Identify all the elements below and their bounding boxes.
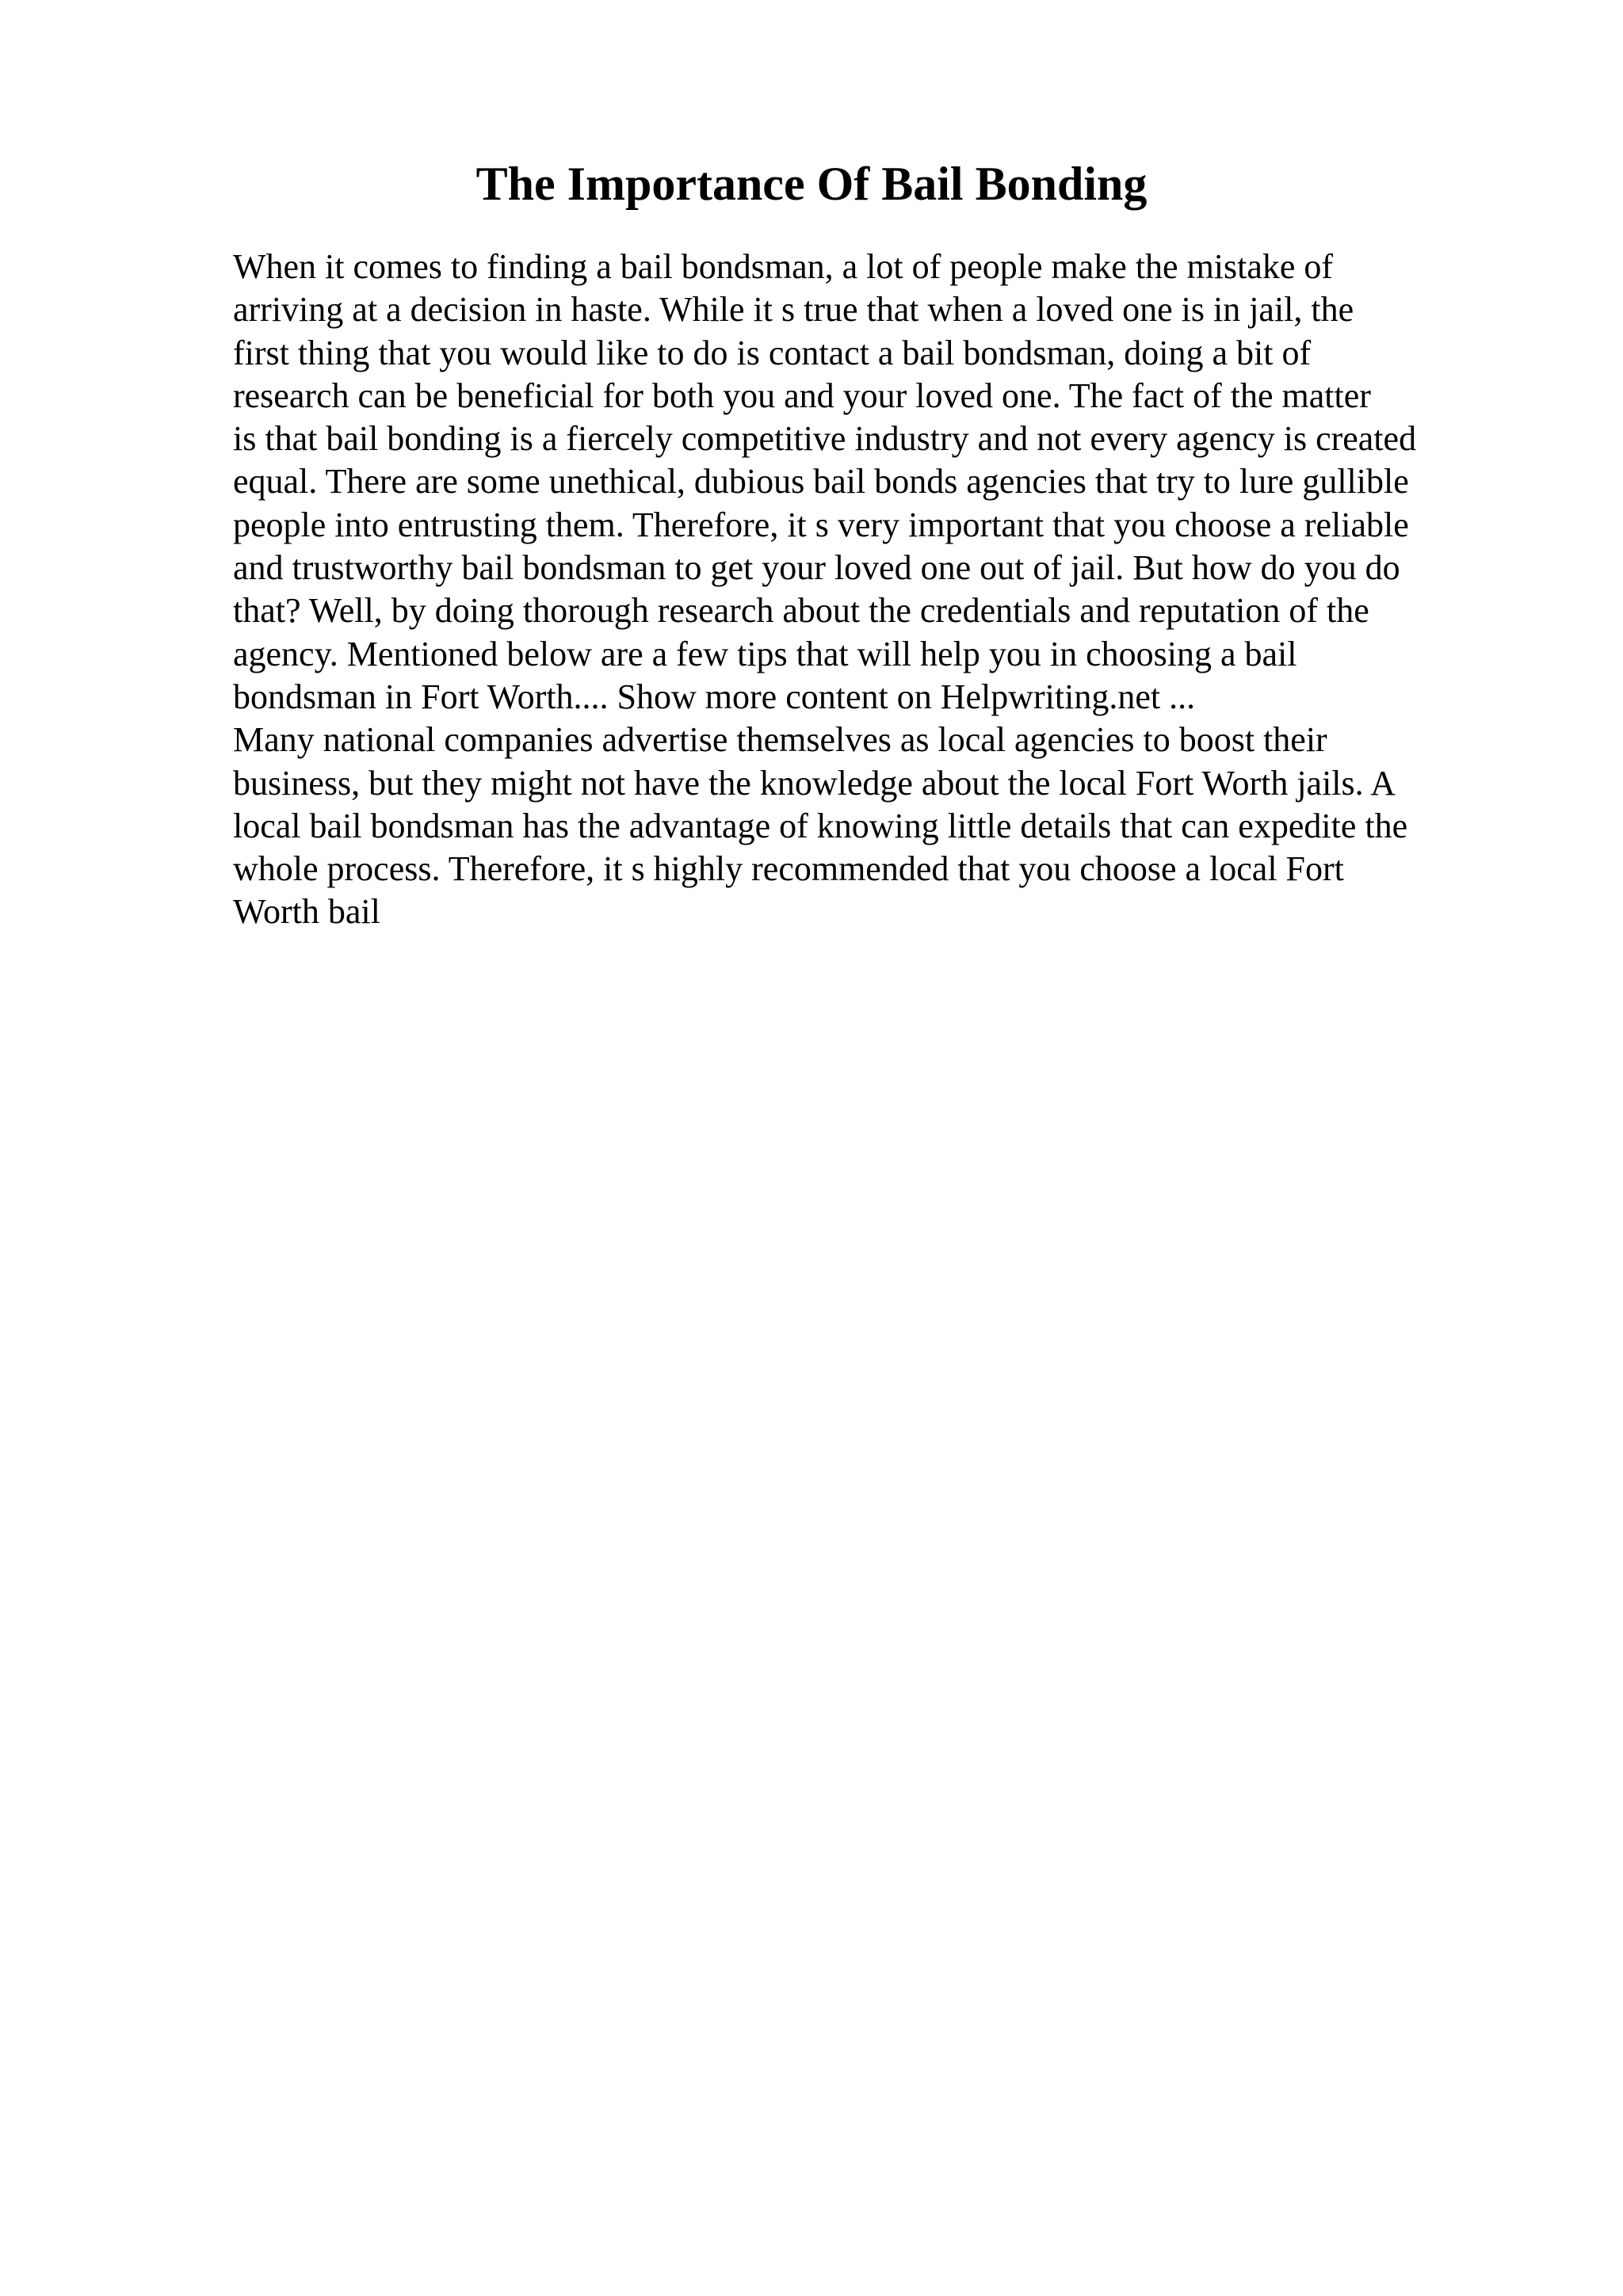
body-line: Worth bail xyxy=(233,892,380,932)
body-line: research can be beneficial for both you and your loved one. The fact of the matter xyxy=(233,376,1371,415)
body-line: When it comes to finding a bail bondsman, a lot of people make the mistake of xyxy=(233,247,1334,286)
body-line: and trustworthy bail bondsman to get your loved one out of jail. But how do you do xyxy=(233,548,1400,588)
body-line: local bail bondsman has the advantage of knowing little details that can expedite the xyxy=(233,806,1408,845)
body-line: that? Well, by doing thorough research about the credentials and reputation of the xyxy=(233,591,1369,631)
body-line: business, but they might not have the knowledge about the local Fort Worth jails. A xyxy=(233,763,1396,803)
body-line: whole process. Therefore, it s highly recommended that you choose a local Fort xyxy=(233,849,1344,889)
document-body xyxy=(233,246,1517,934)
body-line: people into entrusting them. Therefore, it s very important that you choose a reliable xyxy=(233,505,1409,544)
body-line: agency. Mentioned below are a few tips that will help you in choosing a bail xyxy=(233,634,1297,673)
body-line: equal. There are some unethical, dubious bail bonds agencies that try to lure gullible xyxy=(233,462,1409,502)
body-line: first thing that you would like to do is contact a bail bondsman, doing a bit of xyxy=(233,333,1312,372)
body-line: Many national companies advertise themselves as local agencies to boost their xyxy=(233,720,1327,760)
body-line: bondsman in Fort Worth.... Show more content on Helpwriting.net ... xyxy=(233,677,1196,716)
body-line: arriving at a decision in haste. While it s true that when a loved one is in jail, the xyxy=(233,290,1354,330)
body-line: is that bail bonding is a fiercely competitive industry and not every agency is created xyxy=(233,419,1417,459)
document-title: The Importance Of Bail Bonding xyxy=(475,158,1148,210)
